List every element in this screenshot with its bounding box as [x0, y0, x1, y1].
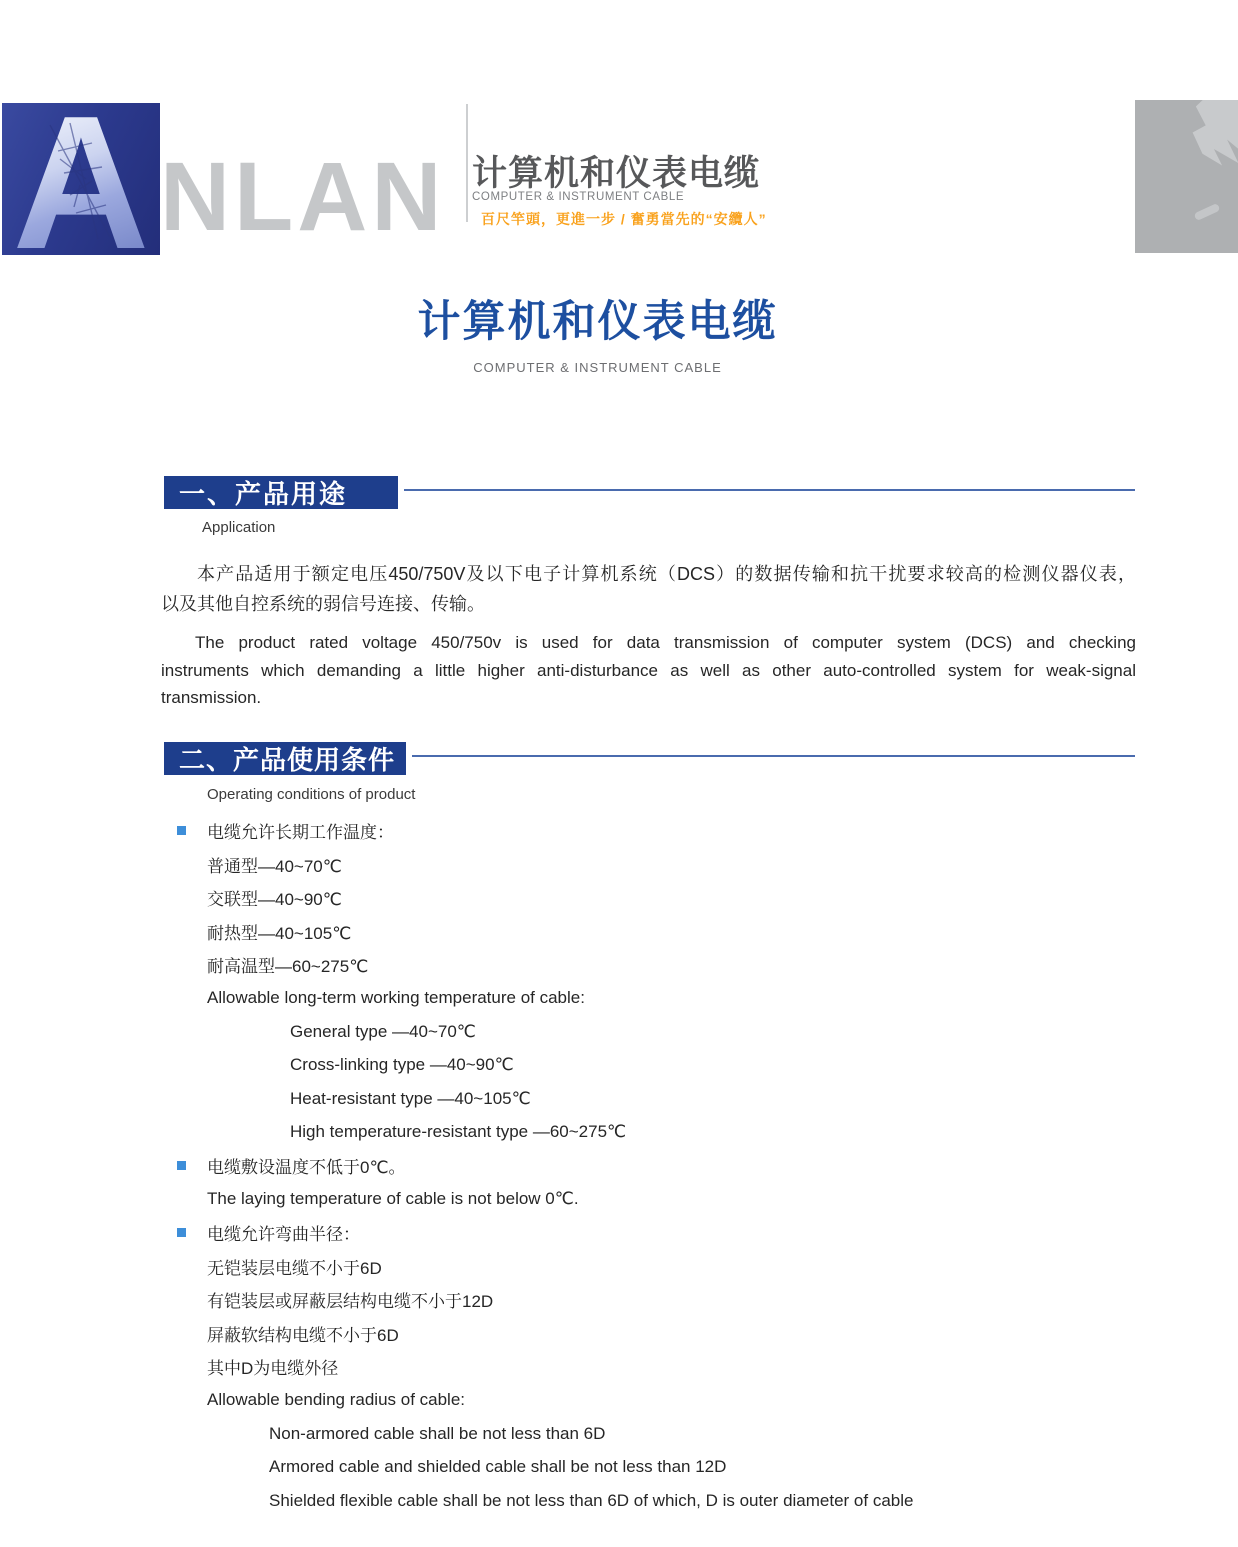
logo-letter-a: A [12, 107, 149, 255]
hero [60, 296, 1135, 375]
transmission-tower-icon [40, 121, 120, 241]
section-1-heading: 一、产品用途 [179, 479, 348, 509]
condition-line [161, 1283, 1141, 1317]
condition-text: 屏蔽软结构电缆不小于6D [207, 1325, 399, 1345]
condition-line [161, 814, 1141, 848]
condition-line [161, 1082, 1141, 1116]
section-2-heading-bar [164, 742, 406, 775]
condition-text: Armored cable and shielded cable shall be not less than 12D [269, 1457, 727, 1477]
header-slogan: 百尺竿頭，更進一步 / 奮勇當先的“安纜人” [481, 211, 767, 227]
condition-text: Shielded flexible cable shall be not less than 6D of which, D is outer diameter of cable [269, 1490, 914, 1510]
section-1-rule [404, 489, 1135, 491]
header-product-subtitle: COMPUTER & INSTRUMENT CABLE [472, 191, 685, 203]
condition-line [161, 915, 1141, 949]
section-2-rule [412, 755, 1135, 757]
header-product-title: 计算机和仪表电缆 [472, 154, 761, 193]
condition-line [161, 1015, 1141, 1049]
condition-text: Allowable long-term working temperature of cable: [207, 988, 585, 1008]
header-divider [466, 104, 468, 222]
condition-text: 其中D为电缆外径 [207, 1359, 339, 1379]
condition-text: 耐热型—40~105℃ [207, 923, 352, 943]
operating-conditions-list [161, 814, 1141, 1518]
condition-line [161, 1317, 1141, 1351]
condition-line [161, 848, 1141, 882]
condition-line [161, 1216, 1141, 1250]
condition-text: Allowable bending radius of cable: [207, 1390, 466, 1410]
anlan-logo-tile [2, 103, 160, 255]
section-1-heading-en: Application [202, 519, 276, 536]
section-2-heading-en: Operating conditions of product [207, 786, 416, 803]
page-subtitle: COMPUTER & INSTRUMENT CABLE [473, 360, 722, 375]
condition-text: Heat-resistant type —40~105℃ [290, 1088, 531, 1108]
condition-text: 耐高温型—60~275℃ [207, 957, 369, 977]
condition-line [161, 1484, 1141, 1518]
leaf-decoration [1194, 203, 1221, 221]
bullet-square-icon [177, 826, 186, 835]
condition-line [161, 1049, 1141, 1083]
section-1-heading-bar [164, 476, 398, 509]
condition-text: The laying temperature of cable is not below 0℃. [207, 1189, 579, 1209]
condition-line [161, 1116, 1141, 1150]
paragraph-line: transmission. [161, 688, 262, 707]
condition-line [161, 1250, 1141, 1284]
paragraph-line: instruments which demanding a little higher anti-disturbance as well as other auto-controlled system for weak-signal [161, 660, 1136, 680]
condition-text: Cross-linking type —40~90℃ [290, 1055, 514, 1075]
condition-line [161, 1384, 1141, 1418]
condition-text: General type —40~70℃ [290, 1021, 476, 1041]
condition-text: Non-armored cable shall be not less than 6D [269, 1423, 606, 1443]
bullet-square-icon [177, 1161, 186, 1170]
application-paragraph-en [161, 629, 1136, 712]
condition-line [161, 1350, 1141, 1384]
condition-line [161, 948, 1141, 982]
leaf-decoration [1168, 100, 1238, 208]
condition-text: 交联型—40~90℃ [207, 890, 342, 910]
page-title: 计算机和仪表电缆 [417, 298, 778, 346]
condition-line [161, 881, 1141, 915]
section-2-heading: 二、产品使用条件 [179, 745, 396, 775]
bullet-square-icon [177, 1228, 186, 1237]
condition-line [161, 982, 1141, 1016]
paragraph-line: The product rated voltage 450/750v is used for data transmission of computer system (DCS) and checking [195, 633, 1136, 652]
condition-text: High temperature-resistant type —60~275℃ [290, 1122, 627, 1142]
condition-text: 有铠装层或屏蔽层结构电缆不小于12D [207, 1292, 494, 1312]
condition-text: 电缆允许长期工作温度： [207, 823, 394, 843]
condition-text: 无铠装层电缆不小于6D [207, 1258, 382, 1278]
condition-text: 普通型—40~70℃ [207, 856, 342, 876]
paragraph-line: 以及其他自控系统的弱信号连接、传输。 [161, 594, 485, 614]
condition-line [161, 1417, 1141, 1451]
condition-text: 电缆允许弯曲半径： [207, 1225, 360, 1245]
condition-line [161, 1451, 1141, 1485]
condition-line [161, 1183, 1141, 1217]
condition-text: 电缆敷设温度不低于0℃。 [207, 1158, 406, 1178]
corner-photo [1135, 100, 1238, 253]
paragraph-line: 本产品适用于额定电压450/750V及以下电子计算机系统（DCS）的数据传输和抗干扰要求较高的检测仪器仪表， [197, 564, 1136, 584]
logo-wordmark: NLAN [160, 142, 446, 251]
condition-line [161, 1149, 1141, 1183]
application-paragraph-zh [161, 559, 1136, 619]
